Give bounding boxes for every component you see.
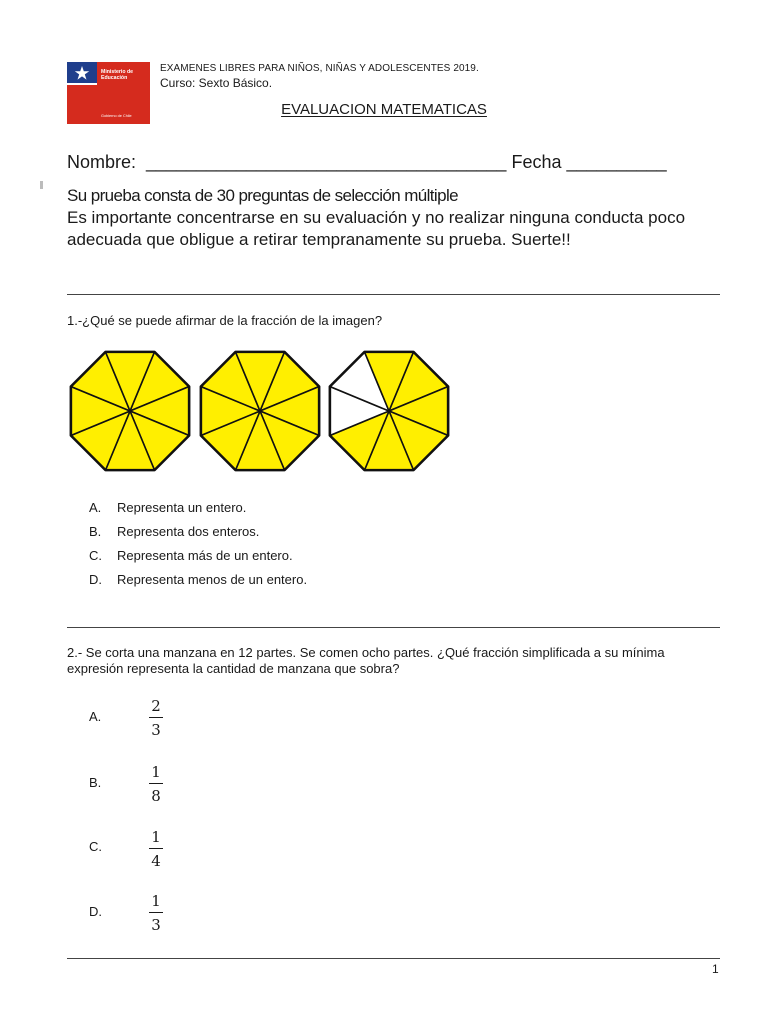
q2-option-c-fraction[interactable] bbox=[146, 828, 166, 870]
instructions bbox=[67, 185, 727, 251]
q2-option-a-letter[interactable]: A. bbox=[89, 709, 102, 724]
fraction-bar bbox=[149, 783, 163, 784]
fraction-numerator: 1 bbox=[151, 828, 161, 846]
question-2-line-1: 2.- Se corta una manzana en 12 partes. Se comen ocho partes. ¿Qué fracción simplificada a su mínima bbox=[67, 645, 665, 660]
octagon-3 bbox=[330, 352, 448, 470]
option-letter: B. bbox=[89, 524, 102, 539]
q1-option-c[interactable] bbox=[89, 548, 293, 563]
q2-option-d-fraction[interactable] bbox=[146, 892, 166, 934]
header-exam-line: EXAMENES LIBRES PARA NIÑOS, NIÑAS Y ADOLESCENTES 2019. bbox=[160, 63, 479, 74]
fraction-numerator: 1 bbox=[151, 892, 161, 910]
question-1-text: 1.-¿Qué se puede afirmar de la fracción de la imagen? bbox=[67, 313, 383, 328]
date-label: Fecha bbox=[511, 152, 562, 172]
fraction-denominator: 8 bbox=[151, 787, 161, 805]
q1-option-a[interactable] bbox=[89, 500, 246, 515]
divider bbox=[67, 294, 720, 295]
octagon-2 bbox=[201, 352, 319, 470]
q2-option-c-letter[interactable]: C. bbox=[89, 839, 102, 854]
instructions-line-1: Su prueba consta de 30 preguntas de selección múltiple bbox=[67, 186, 458, 205]
header-course-line: Curso: Sexto Básico. bbox=[160, 76, 273, 90]
fraction-denominator: 3 bbox=[151, 916, 161, 934]
page-title-text: EVALUACION MATEMATICAS bbox=[281, 101, 487, 118]
page-title bbox=[0, 101, 768, 118]
option-letter: C. bbox=[89, 548, 102, 563]
fraction-bar bbox=[149, 717, 163, 718]
q2-option-b-fraction[interactable] bbox=[146, 763, 166, 805]
fraction-denominator: 4 bbox=[151, 852, 161, 870]
name-date-row bbox=[67, 152, 667, 173]
logo-text-3: Gobierno de Chile bbox=[101, 114, 132, 118]
option-text: Representa más de un entero. bbox=[117, 548, 293, 563]
fraction-bar bbox=[149, 912, 163, 913]
instructions-line-3: adecuada que obligue a retirar tempranamente su prueba. Suerte!! bbox=[67, 230, 571, 249]
octagon-1 bbox=[71, 352, 189, 470]
divider bbox=[67, 958, 720, 959]
name-field[interactable]: ____________________________________ bbox=[146, 152, 507, 172]
option-text: Representa un entero. bbox=[117, 500, 247, 515]
q2-option-a-fraction[interactable] bbox=[146, 697, 166, 739]
fraction-denominator: 3 bbox=[151, 721, 161, 739]
q1-option-b[interactable] bbox=[89, 524, 259, 539]
option-text: Representa menos de un entero. bbox=[117, 572, 308, 587]
fraction-octagons-figure bbox=[66, 344, 458, 478]
margin-mark bbox=[40, 181, 43, 189]
option-text: Representa dos enteros. bbox=[117, 524, 260, 539]
option-letter: D. bbox=[89, 572, 102, 587]
question-2-text bbox=[67, 645, 665, 677]
name-label: Nombre: bbox=[67, 152, 137, 172]
question-2-line-2: expresión representa la cantidad de manzana que sobra? bbox=[67, 661, 400, 676]
logo-text-2: Educación bbox=[101, 75, 128, 81]
q2-option-d-letter[interactable]: D. bbox=[89, 904, 102, 919]
logo-white-stripe bbox=[67, 83, 97, 85]
logo-text-1: Ministerio de bbox=[101, 69, 133, 75]
date-field[interactable]: __________ bbox=[566, 152, 667, 172]
page-number: 1 bbox=[712, 962, 719, 976]
q1-option-d[interactable] bbox=[89, 572, 307, 587]
divider bbox=[67, 627, 720, 628]
instructions-line-2: Es importante concentrarse en su evaluación y no realizar ninguna conducta poco bbox=[67, 208, 686, 227]
fraction-numerator: 1 bbox=[151, 763, 161, 781]
option-letter: A. bbox=[89, 500, 102, 515]
fraction-bar bbox=[149, 848, 163, 849]
q2-option-b-letter[interactable]: B. bbox=[89, 775, 102, 790]
fraction-numerator: 2 bbox=[151, 697, 161, 715]
